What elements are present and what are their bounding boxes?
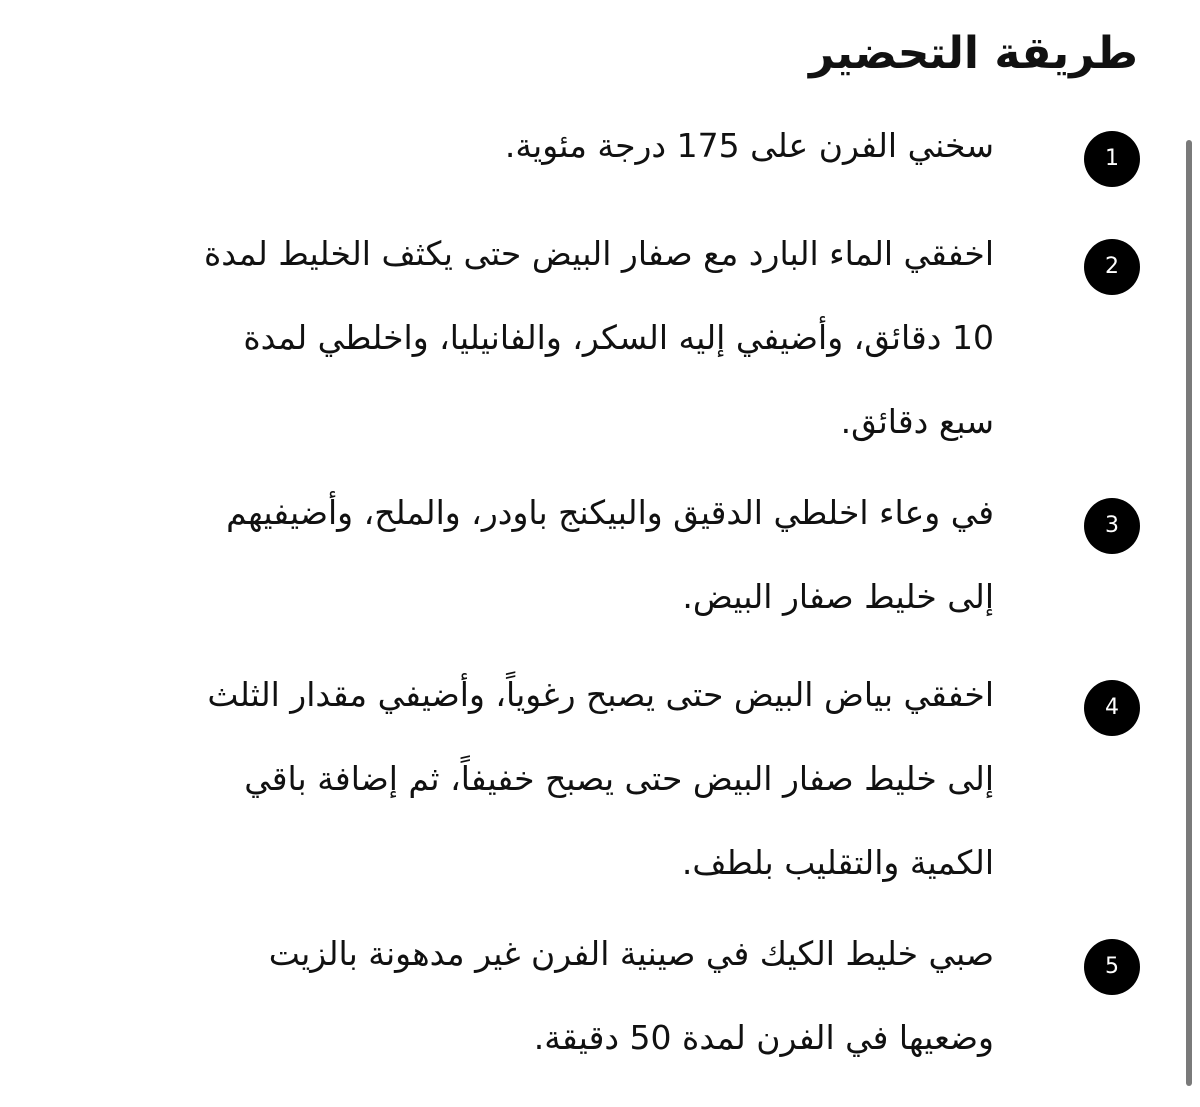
step-text-line: صبي خليط الكيك في صينية الفرن غير مدهونة بالزيت	[268, 934, 994, 973]
step-text	[14, 653, 994, 905]
step-text-line: سخني الفرن على 175 درجة مئوية.	[504, 126, 994, 165]
step-text-line: إلى خليط صفار البيض حتى يصبح خفيفاً، ثم إضافة باقي	[244, 759, 994, 798]
step-text-line: في وعاء اخلطي الدقيق والبيكنج باودر، والملح، وأضيفيهم	[226, 493, 994, 532]
step-text-line: إلى خليط صفار البيض.	[682, 577, 994, 616]
section-title: طريقة التحضير	[809, 28, 1138, 79]
step-number-badge: 1	[1084, 131, 1140, 187]
step-text	[14, 912, 994, 1080]
step-text-line: اخفقي الماء البارد مع صفار البيض حتى يكثف الخليط لمدة	[204, 234, 994, 273]
step-number-badge: 2	[1084, 239, 1140, 295]
step-text-line: الكمية والتقليب بلطف.	[681, 843, 994, 882]
step-number-badge: 5	[1084, 939, 1140, 995]
step-text-line: سبع دقائق.	[840, 402, 994, 441]
step-text-line: 10 دقائق، وأضيفي إليه السكر، والفانيليا، واخلطي لمدة	[243, 318, 994, 357]
step-text	[14, 104, 994, 188]
step-text	[14, 471, 994, 639]
step-text-line: وضعيها في الفرن لمدة 50 دقيقة.	[533, 1018, 994, 1057]
step-text	[14, 212, 994, 464]
step-text-line: اخفقي بياض البيض حتى يصبح رغوياً، وأضيفي مقدار الثلث	[207, 675, 994, 714]
vertical-scrollbar[interactable]	[1186, 140, 1192, 1086]
step-number-badge: 4	[1084, 680, 1140, 736]
step-number-badge: 3	[1084, 498, 1140, 554]
